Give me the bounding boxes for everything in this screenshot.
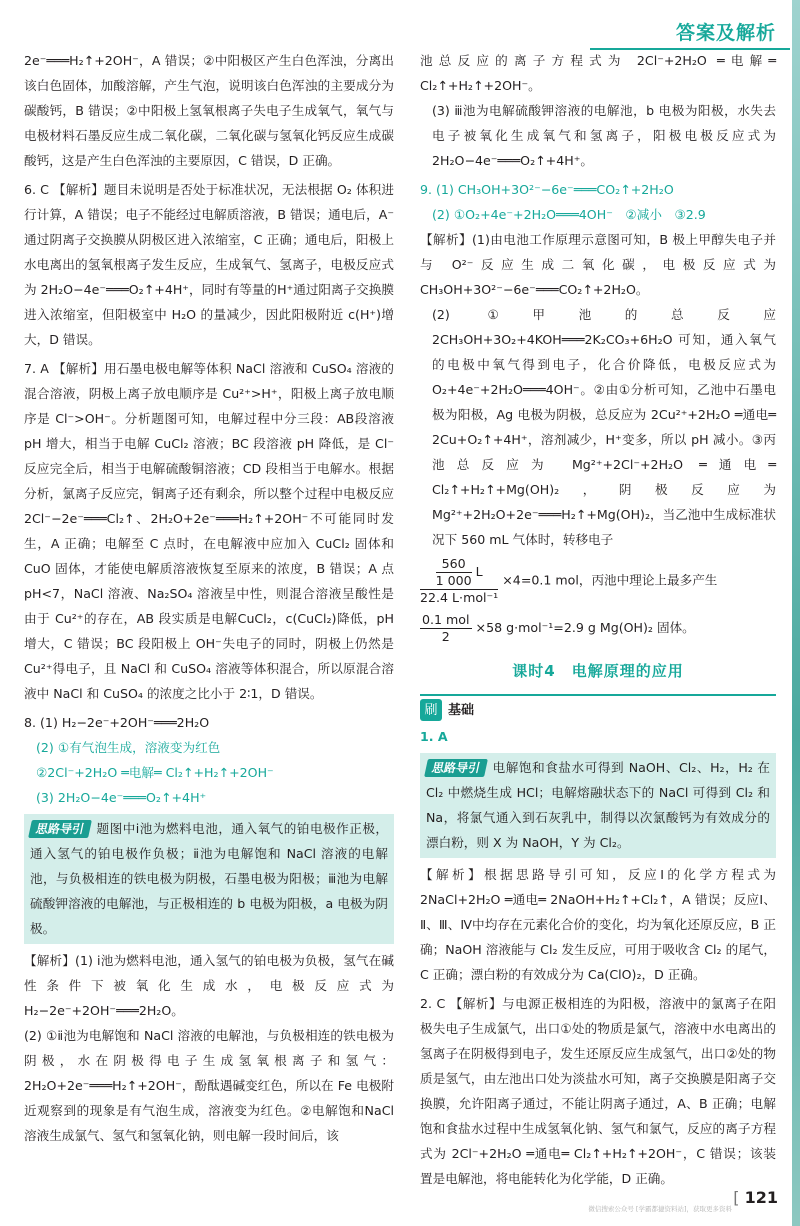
answer-7: 7. A 【解析】用石墨电极电解等体积 NaCl 溶液和 CuSO₄ 溶液的混合溶液，阴极上离子放电顺序是 Cu²⁺>H⁺，阳极上离子放电顺序是 Cl⁻>OH⁻。分析题图可知，电解过程中分三段：AB段溶液 pH 增大，相当于电解 CuCl₂ 溶液；BC 段溶液 pH 降低，是 Cl⁻反应完全后，相当于电解硫酸铜溶液；CD 段相当于电解水。根据分析，氯离子反应完，铜离子还有剩余，所以整个过程中电极反应 2Cl⁻−2e⁻═══Cl₂↑、2H₂O+2e⁻═══H₂↑+2OH⁻不可能同时发生，A 正确；电解至 C 点时，在电解液中应加入 CuCl₂ 固体和 CuO 固体，才能使电解质溶液恢复至原来的浓度，B 错误；A 点 pH<7，NaCl 溶液、Na₂SO₄ 溶液呈中性，则混合溶液呈酸性是由于 Cu²⁺的存在，AB 段实质是电解CuCl₂，c(CuCl₂)降低，pH 增大，C 错误；BC 段阳极上 OH⁻失电子的同时，阴极上仍然是 Cu²⁺得电子，且 NaCl 和 CuSO₄ 溶液等体积混合，所以原混合溶液中 NaCl 和 CuSO₄ 的浓度之比小于 2∶1，D 错误。 [24, 361, 394, 701]
answer-9-part2: (2) ①O₂+4e⁻+2H₂O═══4OH⁻ ②减小 ③2.9 [432, 207, 706, 222]
answer-6: 6. C 【解析】题目未说明是否处于标准状况，无法根据 O₂ 体积进行计算，A 错误；电子不能经过电解质溶液，B 错误；通电后，A⁻通过阴离子交换膜从阴极区进入浓缩室，C 正确；通电后，阳极上水电离出的氢氧根离子发生反应，生成氧气、氢离子，电极反应式为 2H₂O−4e⁻═══O₂↑+4H⁺，同时有等量的H⁺通过阳离子交换膜进入浓缩室，但阳极室中 H₂O 的量减少，因此阳极附近 c(H⁺)增大，D 错误。 [24, 182, 394, 347]
brush-icon: 刷 [420, 699, 442, 721]
basics-text: 基础 [448, 702, 475, 718]
analysis-1: 【解析】根据思路导引可知，反应Ⅰ的化学方程式为 2NaCl+2H₂O ═通电═ 2NaOH+H₂↑+Cl₂↑，A 错误；反应Ⅰ、Ⅱ、Ⅲ、Ⅳ中均存在元素化合价的变化，均为氧化还原反应，B 正确；NaOH 溶液能与 Cl₂ 发生反应，可用于吸收含 Cl₂ 的尾气，C 正确；漂白粉的有效成分为 Ca(ClO)₂，D 正确。 [420, 867, 776, 982]
answer-8-part1: 8. (1) H₂−2e⁻+2OH⁻═══2H₂O [24, 715, 210, 730]
paragraph: 池总反应的离子方程式为 2Cl⁻+2H₂O ═电解═ Cl₂↑+H₂↑+2OH⁻。 [420, 53, 776, 93]
basics-label [420, 694, 776, 724]
fraction-line-1: $\frac{560}{1 000}$ L 22.4 L·mol⁻¹ ×4=0.1 mol，丙池中理论上最多产生 [420, 556, 718, 605]
watermark: 微信搜索公众号 [学霸都捷资料站]，获取更多资料 [588, 1205, 732, 1213]
left-column [24, 48, 394, 1148]
answer-9-part1: 9. (1) CH₃OH+3O²⁻−6e⁻═══CO₂↑+2H₂O [420, 182, 674, 197]
analysis-9-1: 【解析】(1)由电池工作原理示意图可知，B 极上甲醇失电子并与 O²⁻反应生成二氧化碳，电极反应式为 CH₃OH+3O²⁻−6e⁻═══CO₂↑+2H₂O。 [420, 232, 776, 297]
thinking-guide-box [420, 753, 776, 858]
right-column [420, 48, 776, 1191]
lesson-title: 课时4 电解原理的应用 [512, 662, 684, 680]
section-header: 答案及解析 [675, 22, 776, 44]
inner-fraction: $\frac{560}{1 000}$ [435, 556, 472, 588]
paragraph: 2e⁻═══H₂↑+2OH⁻，A 错误；②中阳极区产生白色浑浊，分离出该白色固体，加酸溶解，产生气泡，说明该白色浑浊的主要成分为碳酸钙，B 错误；②中阳极上氢氧根离子失电子生成氧气，氧气与电极材料石墨反应生成二氧化碳，二氧化碳与氢氧化钙反应生成碳酸钙，这是产生白色浑浊的主要原因，C 错误，D 正确。 [24, 53, 394, 168]
answer-8-part3: (3) 2H₂O−4e⁻═══O₂↑+4H⁺ [36, 790, 207, 805]
answer-8-part2b: ②2Cl⁻+2H₂O ═电解═ Cl₂↑+H₂↑+2OH⁻ [36, 765, 274, 780]
answer-8-part2: (2) ①有气泡生成，溶液变为红色 [36, 740, 221, 755]
page-edge-strip [792, 0, 800, 1226]
thinking-guide-box [24, 814, 394, 944]
fraction-line-2: $\frac{\text{0.1 mol}}{2}$ ×58 g·mol⁻¹=2.9 g Mg(OH)₂ 固体。 [422, 612, 695, 644]
analysis-8-1: 【解析】(1) ⅰ池为燃料电池，通入氢气的铂电极为负极，氢气在碱性条件下被氧化生成水，电极反应式为 H₂−2e⁻+2OH⁻═══2H₂O。 [24, 953, 394, 1018]
answer-1: 1. A [420, 729, 448, 744]
thinking-guide-text: 题图中ⅰ池为燃料电池，通入氧气的铂电极作正极，通入氢气的铂电极作负极；ⅱ池为电解饱和 NaCl 溶液的电解池，与负极相连的铁电极为阴极，石墨电极为阳极；ⅲ池为电解硫酸钾溶液的电解池，与正极相连的 b 电极为阳极，a 电极为阴极。 [30, 821, 388, 936]
page-number: [ 121 [733, 1188, 778, 1207]
answer-2: 2. C 【解析】与电源正极相连的为阳极，溶液中的氯离子在阳极失电子生成氯气，出口①处的物质是氯气，溶液中水电离出的氢离子在阴极得到电子，发生还原反应生成氢气，出口②处的物质是氢气，由左池出口处为淡盐水可知，离子交换膜是阳离子交换膜，允许阳离子通过，不能让阴离子通过，A、B 正确；电解饱和食盐水过程中生成氢氧化钠、氢气和氯气，反应的离子方程式为 2Cl⁻+2H₂O ═通电═ Cl₂↑+H₂↑+2OH⁻，C 错误；该装置是电解池，将电能转化为化学能，D 正确。 [420, 996, 776, 1186]
thinking-guide-badge: 思路导引 [28, 820, 92, 838]
thinking-guide-text: 电解饱和食盐水可得到 NaOH、Cl₂、H₂，H₂ 在 Cl₂ 中燃烧生成 HCl；电解熔融状态下的 NaCl 可得到 Cl₂ 和 Na，将氯气通入到石灰乳中，制得以次氯酸钙为有效成分的漂白粉，则 X 为 NaOH，Y 为 Cl₂。 [426, 760, 770, 850]
analysis-9-2: (2) ①甲池的总反应 2CH₃OH+3O₂+4KOH═══2K₂CO₃+6H₂O 可知，通入氧气的电极中氧气得到电子，化合价降低，电极反应式为 O₂+4e⁻+2H₂O═══4OH⁻。②由①分析可知，乙池中石墨电极为阳极，Ag 电极为阴极，总反应为 2Cu²⁺+2H₂O ═通电═ 2Cu+O₂↑+4H⁺，溶剂减少，H⁺变多，所以 pH 减小。③丙池总反应为 Mg²⁺+2Cl⁻+2H₂O ═通电═ Cl₂↑+H₂↑+Mg(OH)₂，阴极反应为 Mg²⁺+2H₂O+2e⁻═══H₂↑+Mg(OH)₂，当乙池中生成标准状况下 560 mL 气体时，转移电子 [432, 307, 776, 547]
fraction: $\frac{\text{0.1 mol}}{2}$ [422, 612, 470, 644]
thinking-guide-badge: 思路导引 [424, 759, 488, 777]
analysis-8-2: (2) ①ⅱ池为电解饱和 NaCl 溶液的电解池，与负极相连的铁电极为阴极，水在阴极得电子生成氢氧根离子和氢气：2H₂O+2e⁻═══H₂↑+2OH⁻，酚酞遇碱变红色，所以在 Fe 电极附近观察到的现象是有气泡生成，溶液变为红色。②电解饱和NaCl 溶液生成氯气、氢气和氢氧化钠，则电解一段时间后，该 [24, 1028, 394, 1143]
analysis-8-3: (3) ⅲ池为电解硫酸钾溶液的电解池，b 电极为阳极，水失去电子被氧化生成氧气和氢离子，阳极电极反应式为 2H₂O−4e⁻═══O₂↑+4H⁺。 [432, 103, 776, 168]
fraction: $\frac{560}{1 000}$ L 22.4 L·mol⁻¹ [420, 556, 499, 605]
